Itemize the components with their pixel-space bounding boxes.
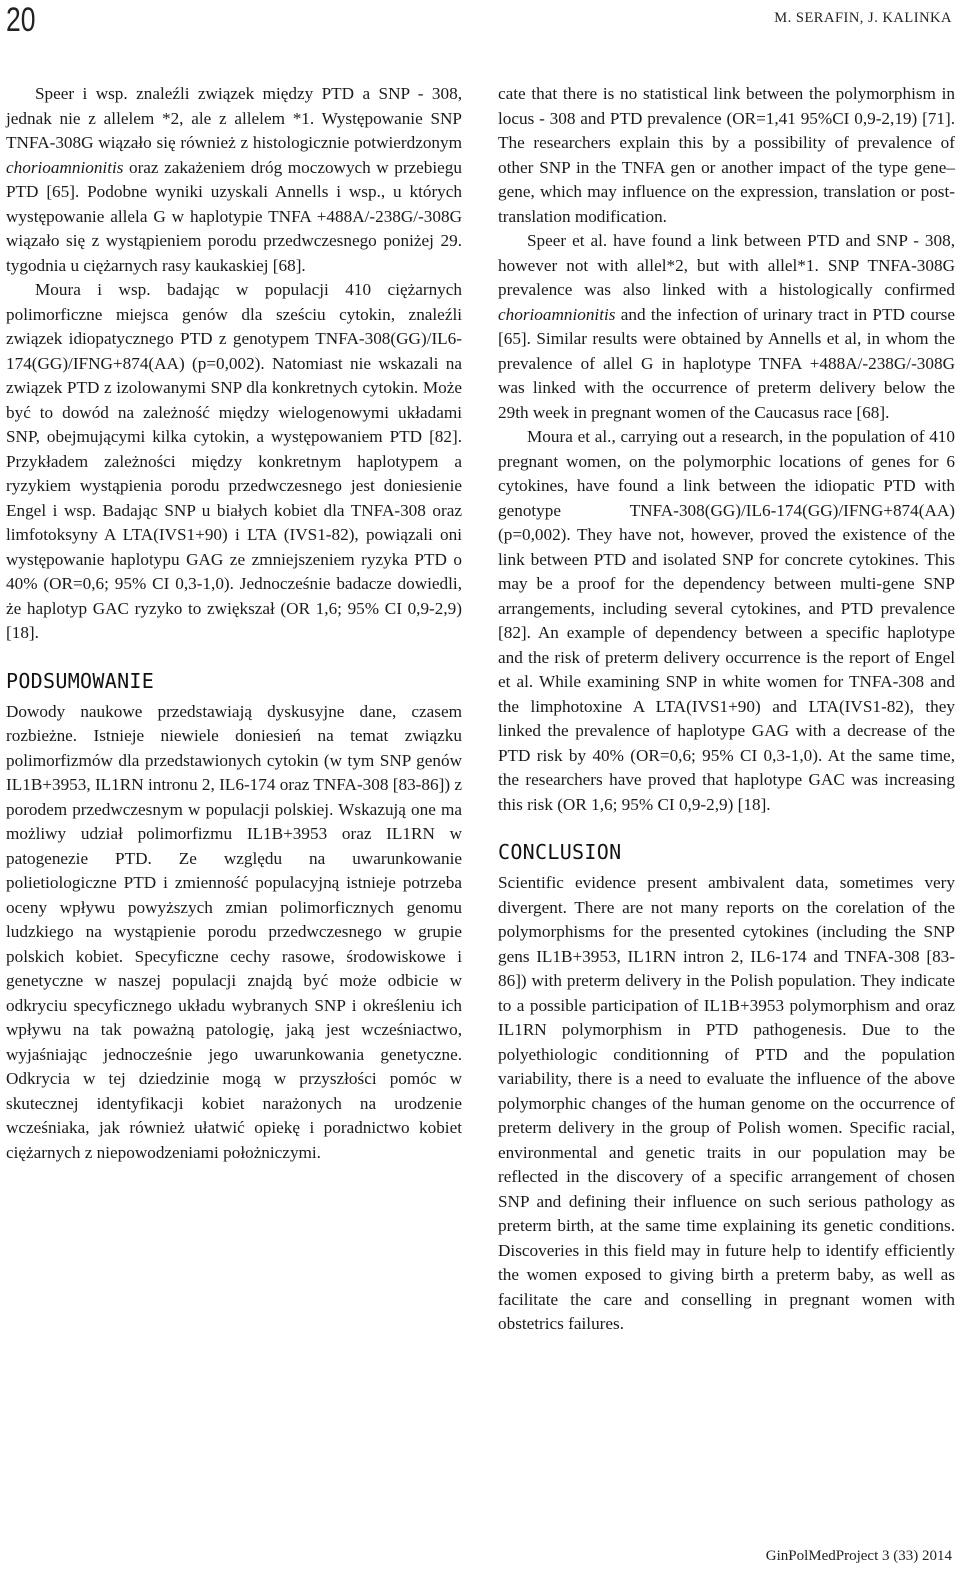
right-column bbox=[498, 82, 955, 1337]
paragraph-en-3: Moura et al., carrying out a research, in the population of 410 pregnant women, on the polymorphic locations of genes for 6 cytokines, have found a link between the idiopatic PTD with genotype TNFA-308(GG)/IL6-174(GG)/IFNG+874(AA) (p=0,002). They have not, however, proved the existence of the link between PTD and isolated SNP for concrete cytokines. This may be a proof for the dependency between multi-gene SNP arrangements, including several cytokines, and PTD prevalence [82]. An example of dependency between a specific haplotype and the risk of preterm delivery occurrence is the report of Engel et al. While examining SNP in white women for TNFA-308 and the limphotoxine A LTA(IVS1+90) and LTA(IVS1-82), they linked the prevalence of haplotype GAG with a decrease of the PTD risk by 40% (OR=0,6; 95% CI 0,3-1,0). At the same time, the researchers have proved that haplotype GAC was increasing this risk (OR 1,6; 95% CI 0,9-2,9) [18]. bbox=[498, 427, 955, 814]
paragraph-text: oraz zakażeniem dróg moczowych w przebiegu PTD [65]. Podobne wyniki uzyskali Annells i wsp., u których występowanie allela G w haplotypie TNFA +488A/-238G/-308G wiązało się z wystąpieniem porodu przedwczesnego poniżej 29. tygodnia u ciężarnych rasy kaukaskiej [68]. bbox=[6, 157, 462, 275]
italic-term: chorioamnionitis bbox=[6, 157, 124, 177]
paragraph-pl-summary: Dowody naukowe przedstawiają dyskusyjne dane, czasem rozbieżne. Istnieje niewiele doniesień na temat związku polimorfizmów dla przedstawionych cytokin (w tym SNP genów IL1B+3953, IL1RN intronu 2, IL6-174 oraz TNFA-308 [83-86]) z porodem przedwczesnym w populacji polskiej. Wskazują one ma możliwy udział polimorfizmu IL1B+3953 oraz IL1RN w patogenezie PTD. Ze względu na uwarunkowanie polietiologiczne PTD i zmienność populacyjną istnieje potrzeba oceny wpływu powyższych zmian polimorficznych genomu ludzkiego na wystąpienie porodu przedwczesnego w grupie polskich kobiet. Specyficzne cechy rasowe, środowiskowe i genetyczne w naszej populacji znajdą być może odbicie w odkryciu specyficznego układu wybranych SNP i określeniu ich wpływu na tak poważną patologię, jaką jest wcześniactwo, wyjaśniając jednocześnie jego uwarunkowania genetyczne. Odkrycia w tej dziedzinie mogą w przyszłości pomóc w skutecznej identyfikacji kobiet narażonych na urodzenie wcześniaka, jak również ułatwić opiekę i poradnictwo kobiet ciężarnych z niepowodzeniami położniczymi. bbox=[6, 701, 462, 1162]
paragraph-en-conclusion: Scientific evidence present ambivalent data, sometimes very divergent. There are not many reports on the corelation of the polymorphisms for the presented cytokines (including the SNP gens IL1B+3953, IL1RN intron 2, IL6-174 and TNFA-308 [83-86]) with preterm delivery in the Polish population. They indicate to a possible participation of IL1B+3953 polymorphism and oraz IL1RN polymorphism in PTD pathogenesis. Due to the polyethiologic conditionning of PTD and the population variability, there is a need to evaluate the influence of the above polymorphic changes of the human genome on the occurrence of preterm delivery in the group of Polish women. Specific racial, environmental and genetic traits in our population may be reflected in the discovery of a specific arrangement of chosen SNP and defining their influence on such serious pathology as preterm birth, at the same time explaining its genetic conditions. Discoveries in this field may in future help to identify efficiently the women exposed to giving birth a preterm baby, as well as facilitate the care and conselling in pregnant women with obstetrics failures. bbox=[498, 873, 955, 1333]
paragraph-en-2 bbox=[498, 229, 955, 425]
section-heading-podsumowanie: PODSUMOWANIE bbox=[6, 668, 155, 693]
paragraph-text: and the infection of urinary tract in PTD course [65]. Similar results were obtained by Annells et al, in whom the prevalence of allel G in haplotype TNFA +488A/-238G/-308G was linked with the occurrence of preterm delivery below the 29th week in pregnant women of the Caucasus race [68]. bbox=[498, 304, 955, 422]
paragraph-en-1: cate that there is no statistical link between the polymorphism in locus - 308 and PTD prevalence (OR=1,41 95%CI 0,9-2,19) [71]. The researchers explain this by a possibility of prevalence of other SNP in the TNFA gen or another impact of the type gene–gene, which may influence on the expression, translation or post-translation modification. bbox=[498, 84, 955, 226]
paragraph-text: Speer et al. have found a link between PTD and SNP - 308, however not with allel*2, but with allel*1. SNP TNFA-308G prevalence was also linked with a histologically confirmed bbox=[498, 231, 955, 299]
left-column bbox=[6, 82, 462, 1165]
paragraph-text: Speer i wsp. znaleźli związek między PTD a SNP - 308, jednak nie z allelem *2, ale z allelem *1. Występowanie SNP TNFA-308G wiązało się również z histologicznie potwierdzonym bbox=[6, 84, 462, 152]
section-heading-conclusion: CONCLUSION bbox=[498, 840, 622, 864]
paragraph-pl-1 bbox=[6, 82, 462, 278]
footer-journal: GinPolMedProject 3 (33) 2014 bbox=[765, 1548, 952, 1564]
italic-term: chorioamnionitis bbox=[498, 304, 616, 324]
running-head-authors: M. SERAFIN, J. KALINKA bbox=[774, 10, 952, 26]
paragraph-pl-2: Moura i wsp. badając w populacji 410 ciężarnych polimorficzne miejsca genów dla sześciu cytokin, znaleźli związek idiopatycznego PTD z genotypem TNFA-308(GG)/IL6-174(GG)/IFNG+874(AA) (p=0,002). Natomiast nie wskazali na związek PTD z izolowanymi SNP dla konkretnych cytokin. Może być to dowód na zależność między wielogenowymi układami SNP, obejmującymi kilka cytokin, a występowaniem PTD [82]. Przykładem zależności między konkretnym haplotypem a ryzykiem wystąpienia porodu przedwczesnego jest doniesienie Engel i wsp. Badając SNP u białych kobiet dla TNFA-308 oraz limfotoksyny A LTA(IVS1+90) i LTA (IVS1-82), powiązali oni występowanie haplotypu GAG ze zmniejszeniem ryzyka PTD o 40% (OR=0,6; 95% CI 0,3-1,0). Jednocześnie badacze dowiedli, że haplotyp GAC ryzyko to zwiększał (OR 1,6; 95% CI 0,9-2,9) [18]. bbox=[6, 280, 462, 642]
page-number: 20 bbox=[6, 1, 36, 39]
